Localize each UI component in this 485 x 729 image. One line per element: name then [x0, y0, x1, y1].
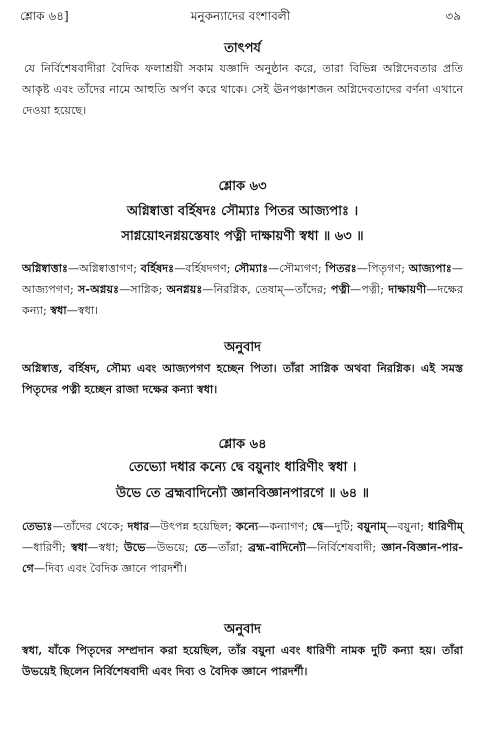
verse-63-translation-heading: অনুবাদ [224, 340, 261, 355]
verse-63-translation: অগ্নিষ্বাত্ত, বর্হিষদ, সৌম্য এবং আজ্যপগণ হচ্ছেন পিতা। তাঁরা সাগ্নিক অথবা নিরগ্নিক। এই সমস্ত পিতৃদের পত্নী হচ্ছেন রাজা দক্ষের কন্যা স্বধা। [22, 361, 467, 396]
verse-64-line-2: উভে তে ব্রহ্মবাদিন্যৌ জ্ঞানবিজ্ঞানপারগে ॥ ৬৪ ॥ [115, 486, 370, 501]
verse-64-synonyms: তেভ্যঃ—তাঁদের থেকে; দধার—উৎপন্ন হয়েছিল; কন্যে—কন্যাগণ; দ্বে—দুটি; বয়ুনাম্—বয়ুনা; ধারিণীম্—ধারিণী; স্বধা—স্বধা; উভে—উভয়ে; তে—তাঁরা; ব্রহ্ম-বাদিন্যৌ—নির্বিশেষবাদী; জ্ঞান-বিজ্ঞান-পার-গে—দিব্য এবং বৈদিক জ্ঞানে পারদর্শী। [22, 519, 464, 575]
verse-63-line-1: অগ্নিষ্বাত্তা বর্হিষদঃ সৌম্যাঃ পিতর আজ্যপাঃ । [126, 204, 359, 219]
header-verse-ref: শ্লোক ৬৪] [20, 9, 69, 23]
verse-64-line-1: তেভ্যো দধার কন্যে দ্বে বয়ুনাং ধারিণীং স্বধা । [128, 460, 357, 475]
header-chapter-title: মনুকন্যাদের বংশাবলী [190, 9, 291, 23]
page-header [20, 8, 461, 30]
verse-64-translation: স্বধা, যাঁকে পিতৃদের সম্প্রদান করা হয়েছিল, তাঁর বয়ুনা এবং ধারিণী নামক দুটি কন্যা হয়। তাঁরা উভয়েই ছিলেন নির্বিশেষবাদী এবং দিব্য ও বৈদিক জ্ঞানে পারদর্শী। [22, 643, 467, 678]
verse-63-synonyms: অগ্নিষ্বাত্তাঃ—অগ্নিষ্বাত্তাগণ; বর্হিষদঃ—বর্হিষদগণ; সৌম্যাঃ—সৌম্যগণ; পিতরঃ—পিতৃগণ; আজ্যপাঃ—আজ্যপগণ; স-অগ্নয়ঃ—সাগ্নিক; অনগ্নয়ঃ—নিরগ্নিক, তেষাম্—তাঁদের; পত্নী—পত্নী; দাক্ষায়ণী—দক্ষের কন্যা; স্বধা—স্বধা। [22, 261, 467, 317]
purport-heading: তাৎপর্য [224, 41, 261, 56]
header-page-number: ৩৯ [445, 9, 461, 23]
purport-paragraph: যে নির্বিশেষবাদীরা বৈদিক ফলাশ্রয়ী সকাম যজ্ঞাদি অনুষ্ঠান করে, তারা বিভিন্ন অগ্নিদেবতার প্রতি আকৃষ্ট এবং তাঁদের নামে আহুতি অর্পণ করে থাকে। সেই ঊনপঞ্চাশজন অগ্নিদেবতাদের বর্ণনা এখানে দেওয়া হয়েছে। [22, 62, 467, 117]
verse-63-line-2: সাগ্নয়োঽনগ্নয়স্তেষাং পত্নী দাক্ষায়ণী স্বধা ॥ ৬৩ ॥ [121, 229, 364, 244]
verse-63-label: শ্লোক ৬৩ [218, 179, 267, 194]
verse-64-label: শ্লোক ৬৪ [218, 437, 267, 452]
verse-64-translation-heading: অনুবাদ [224, 622, 261, 637]
